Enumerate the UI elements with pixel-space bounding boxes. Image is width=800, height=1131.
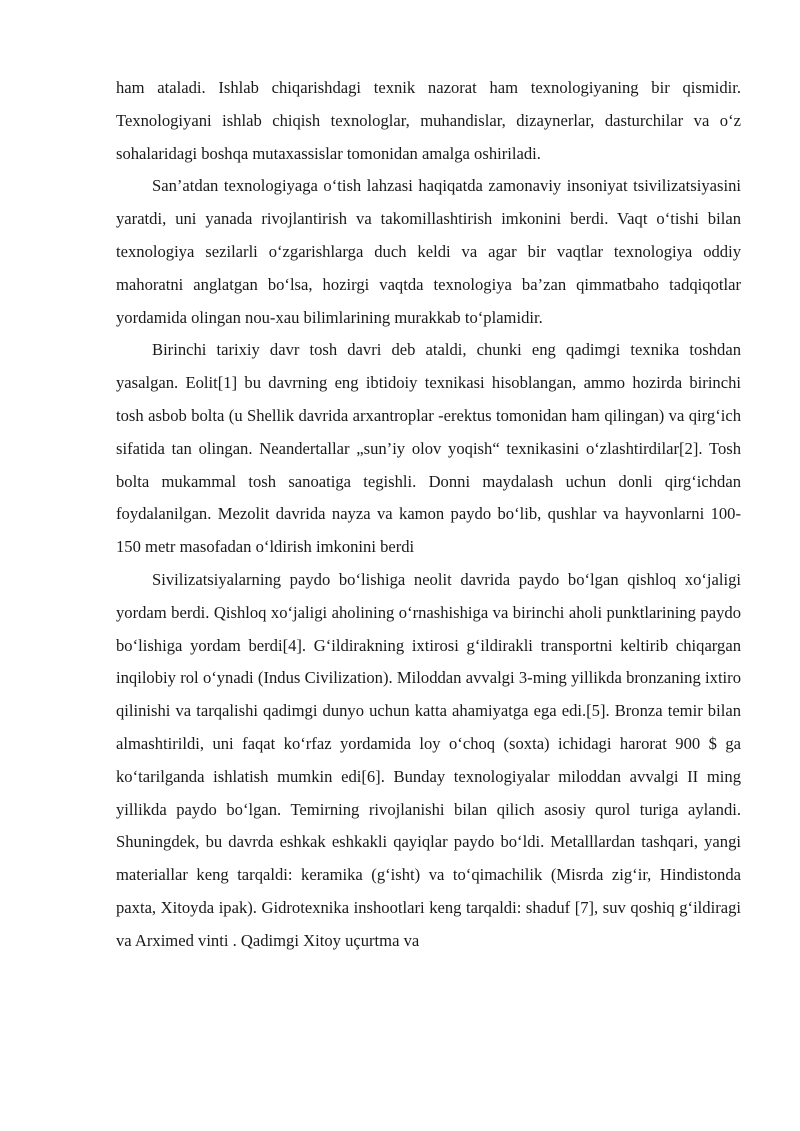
document-page <box>116 72 741 958</box>
paragraph-2: San’atdan texnologiyaga o‘tish lahzasi haqiqatda zamonaviy insoniyat tsivilizatsiyasini yaratdi, uni yanada rivojlantirish va takomillashtirish imkonini berdi. Vaqt o‘tishi bilan texnologiya sezilarli o‘zgarishlarga duch keldi va agar bir vaqtlar texnologiya oddiy mahoratni anglatgan bo‘lsa, hozirgi vaqtda texnologiya ba’zan qimmatbaho tadqiqotlar yordamida olingan nou-xau bilimlarining murakkab to‘plamidir. <box>116 176 741 327</box>
paragraph-4: Sivilizatsiyalarning paydo bo‘lishiga neolit davrida paydo bo‘lgan qishloq xo‘jaligi yordam berdi. Qishloq xo‘jaligi aholining o‘rnashishiga va birinchi aholi punktlarining paydo bo‘lishiga yordam berdi[4]. G‘ildirakning ixtirosi g‘ildirakli transportni keltirib chiqargan inqilobiy rol o‘ynadi (Indus Civilization). Miloddan avvalgi 3-ming yillikda bronzaning ixtiro qilinishi va tarqalishi qadimgi dunyo uchun katta ahamiyatga ega edi.[5]. Bronza temir bilan almashtirildi, uni faqat ko‘rfaz yordamida loy o‘choq (soxta) ichidagi harorat 900 $ ga ko‘tarilganda ishlatish mumkin edi[6]. Bunday texnologiyalar miloddan avvalgi II ming yillikda paydo bo‘lgan. Temirning rivojlanishi bilan qilich asosiy qurol turiga aylandi. Shuningdek, bu davrda eshkak eshkakli qayiqlar paydo bo‘ldi. Metalllardan tashqari, yangi materiallar keng tarqaldi: keramika (g‘isht) va to‘qimachilik (Misrda zig‘ir, Hindistonda paxta, Xitoyda ipak). Gidrotexnika inshootlari keng tarqaldi: shaduf [7], suv qoshiq g‘ildiragi va Arximed vinti . Qadimgi Xitoy uçurtma va <box>116 569 741 950</box>
paragraph-3: Birinchi tarixiy davr tosh davri deb ataldi, chunki eng qadimgi texnika toshdan yasalgan. Eolit[1] bu davrning eng ibtidoiy texnikasi hisoblangan, ammo hozirda birinchi tosh asbob bolta (u Shellik davrida arxantroplar -erektus tomonidan ham qilingan) va qirg‘ich sifatida tan olingan. Neandertallar „sun’iy olov yoqish“ texnikasini o‘zlashtirdilar[2]. Tosh bolta mukammal tosh sanoatiga tegishli. Donni maydalash uchun donli qirg‘ichdan foydalanilgan. Mezolit davrida nayza va kamon paydo bo‘lib, qushlar va hayvonlarni 100-150 metr masofadan o‘ldirish imkonini berdi <box>116 340 741 557</box>
paragraph-1: ham ataladi. Ishlab chiqarishdagi texnik nazorat ham texnologiyaning bir qismidir. Texnologiyani ishlab chiqish texnologlar, muhandislar, dizaynerlar, dasturchilar va o‘z sohalaridagi boshqa mutaxassislar tomonidan amalga oshiriladi. <box>116 78 741 163</box>
